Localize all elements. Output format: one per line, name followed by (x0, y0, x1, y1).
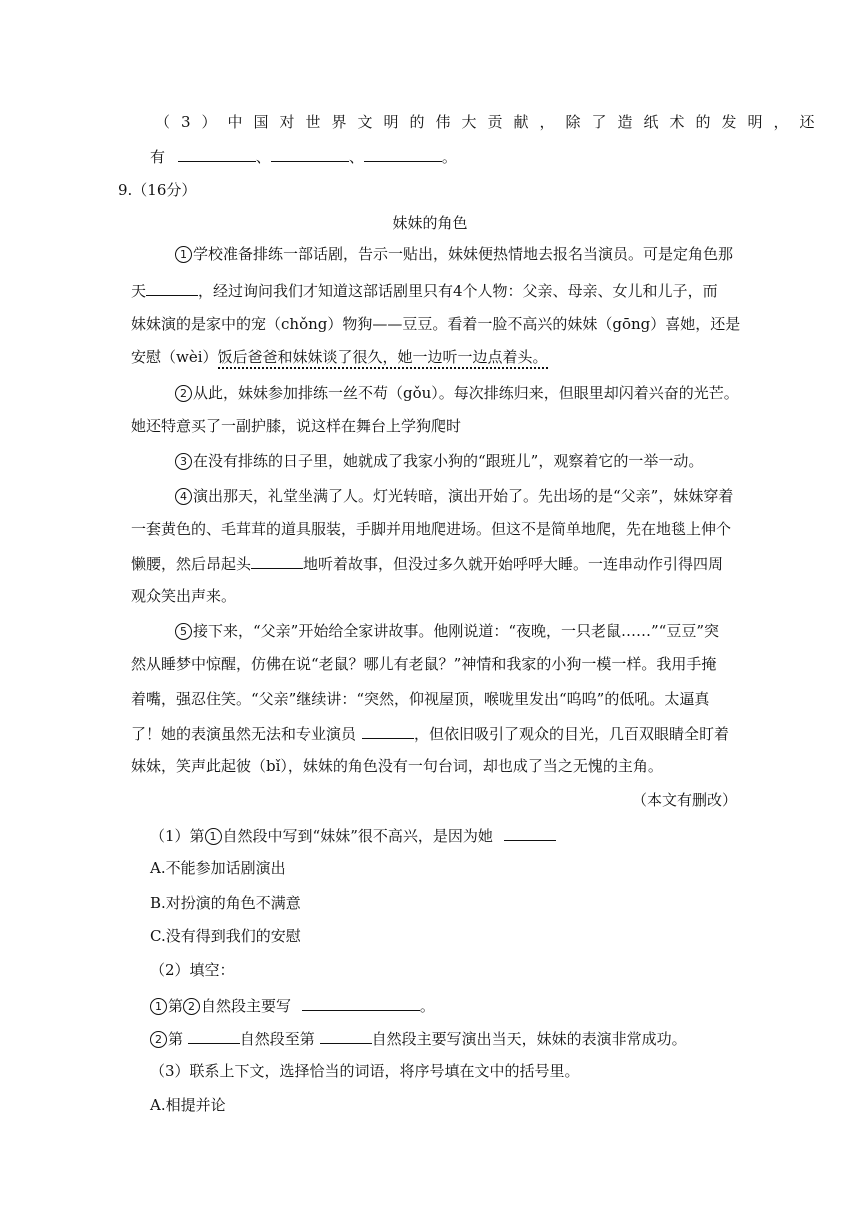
q1-option-b[interactable]: B.对扮演的角色不满意 (150, 894, 301, 912)
p2-line1 (175, 383, 739, 403)
answer-blank[interactable] (271, 145, 349, 162)
p1-text: 天 (131, 282, 147, 300)
p4-text: 演出那天，礼堂坐满了人。灯光转暗，演出开始了。先出场的是“父亲”，妹妹穿着 (193, 487, 734, 505)
q8-3-prefix: 有 (150, 148, 166, 166)
answer-blank[interactable] (188, 1027, 240, 1044)
p4-line2: 一套黄色的、毛茸茸的道具服装，手脚并用地爬进场。但这不是简单地爬，先在地毯上伸个 (131, 520, 732, 538)
p5-text: ，但依旧吸引了观众的目光，几百双眼睛全盯着 (414, 725, 730, 743)
q8-3-line2 (150, 145, 457, 167)
q2-label: （2）填空： (150, 961, 235, 979)
p1-line1 (175, 244, 733, 264)
p5-text: 接下来，“父亲”开始给全家讲故事。他刚说道：“夜晚，一只老鼠……”“豆豆”突 (193, 622, 720, 640)
p4-text: 地听着故事，但没过多久就开始呼呼大睡。一连串动作引得四周 (303, 555, 724, 573)
separator: 、 (348, 148, 364, 166)
dotted-emphasis-text: 饭后爸爸和妹妹谈了很久，她一边听一边点着头。 (218, 348, 548, 369)
p5-text: 了！她的表演虽然无法和专业演员 (131, 725, 357, 743)
item-number: 1 (150, 998, 167, 1015)
p4-line1 (175, 486, 733, 506)
p1-line3: 妹妹演的是家中的宠（chǒng）物狗——豆豆。看着一脸不高兴的妹妹（gōng）喜她，还是 (131, 315, 741, 333)
p1-text: ，经过询问我们才知道这部话剧里只有4个人物：父亲、母亲、女儿和儿子，而 (198, 282, 718, 300)
q8-3-line1: （3）中国对世界文明的伟大贡献，除了造纸术的发明，还 (155, 113, 826, 131)
q9-header: 9.（16分） (118, 181, 197, 199)
q2-text: 自然段至第 (239, 1030, 315, 1048)
paragraph-number: 5 (175, 623, 192, 640)
p5-line5: 妹妹，笑声此起彼（bǐ），妹妹的角色没有一句台词，却也成了当之无愧的主角。 (131, 757, 663, 775)
q2-text: 自然段主要写演出当天，妹妹的表演非常成功。 (371, 1030, 687, 1048)
item-number: 2 (150, 1031, 167, 1048)
passage-title: 妹妹的角色 (392, 214, 468, 232)
period: 。 (419, 997, 435, 1015)
q3-prompt: （3）联系上下文，选择恰当的词语，将序号填在文中的括号里。 (150, 1062, 580, 1080)
p5-line2: 然从睡梦中惊醒，仿佛在说“老鼠？哪儿有老鼠？”神情和我家的小狗一模一样。我用手掩 (131, 655, 717, 673)
answer-blank[interactable] (178, 145, 256, 162)
answer-blank[interactable] (362, 722, 414, 739)
p4-line4: 观众笑出声来。 (131, 587, 237, 605)
paragraph-number: 1 (175, 246, 192, 263)
p3-line1 (175, 451, 703, 471)
q1-text: 自然段中写到“妹妹”很不高兴，是因为她 (222, 827, 493, 845)
paragraph-number: 4 (175, 488, 192, 505)
answer-blank[interactable] (364, 145, 442, 162)
paragraph-number: 1 (205, 828, 222, 845)
q1-option-a[interactable]: A.不能参加话剧演出 (150, 859, 286, 877)
source-note: （本文有删改） (632, 791, 738, 809)
p4-text: 懒腰，然后昂起头 (131, 555, 252, 573)
paragraph-number: 2 (175, 385, 192, 402)
answer-blank[interactable] (504, 824, 556, 841)
q1-option-c[interactable]: C.没有得到我们的安慰 (150, 927, 301, 945)
q3-option-a[interactable]: A.相提并论 (150, 1096, 226, 1114)
p3-text: 在没有排练的日子里，她就成了我家小狗的“跟班儿”，观察着它的一举一动。 (193, 452, 704, 470)
q2-item2 (150, 1027, 687, 1049)
q2-text: 第 (168, 1030, 184, 1048)
answer-blank[interactable] (320, 1027, 372, 1044)
separator: 、 (255, 148, 271, 166)
period: 。 (441, 148, 457, 166)
q2-item1 (150, 994, 435, 1016)
p2-line2: 她还特意买了一副护膝，说这样在舞台上学狗爬时 (131, 417, 462, 435)
p5-line1 (175, 621, 719, 641)
q1-prompt (150, 824, 556, 846)
answer-blank[interactable] (251, 552, 303, 569)
p1-text: 学校准备排练一部话剧，告示一贴出，妹妹便热情地去报名当演员。可是定角色那 (193, 245, 734, 263)
p1-text: 安慰（wèi） (131, 348, 218, 366)
p4-line3 (131, 552, 723, 574)
p2-text: 从此，妹妹参加排练一丝不苟（gǒu）。每次排练归来，但眼里却闪着兴奋的光芒。 (193, 384, 739, 402)
answer-blank[interactable] (302, 994, 420, 1011)
paragraph-number: 2 (183, 998, 200, 1015)
p5-line3: 着嘴，强忍住笑。“父亲”继续讲：“突然，仰视屋顶，喉咙里发出“呜呜”的低吼。太逼真 (131, 690, 710, 708)
answer-blank[interactable] (146, 279, 198, 296)
p1-line4 (131, 347, 548, 367)
p5-line4 (131, 722, 729, 744)
q2-text: 第 (168, 997, 184, 1015)
q2-text: 自然段主要写 (201, 997, 292, 1015)
paragraph-number: 3 (175, 453, 192, 470)
p1-line2 (131, 279, 718, 301)
q1-text: （1）第 (150, 827, 205, 845)
